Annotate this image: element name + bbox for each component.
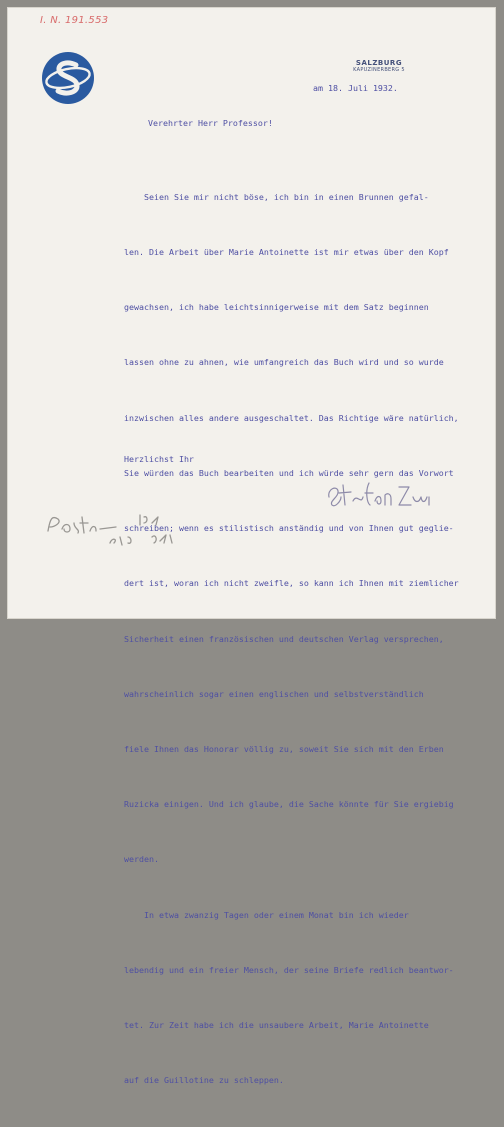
- body-line: schreiben; wenn es stilistisch anständig und von Ihnen gut geglie-: [124, 523, 454, 534]
- body-line: lassen ohne zu ahnen, wie umfangreich das Buch wird und so wurde: [124, 357, 444, 368]
- body-line: werden.: [124, 854, 159, 865]
- body-line: lebendig und ein freier Mensch, der seine Briefe redlich beantwor-: [124, 964, 454, 975]
- body-line: fiele Ihnen das Honorar völlig zu, soweit Sie sich mit den Erben: [124, 744, 444, 754]
- handwritten-signature: [323, 475, 435, 511]
- body-line: len. Die Arbeit über Marie Antoinette ist mir etwas über den Kopf: [124, 247, 449, 258]
- letter-sheet: [7, 7, 496, 1086]
- closing: Herzlichst Ihr: [124, 454, 194, 464]
- body-line: Seien Sie mir nicht böse, ich bin in einen Brunnen gefal-: [124, 191, 429, 202]
- letter-body: [124, 151, 459, 1127]
- body-line: auf die Guillotine zu schleppen.: [124, 1075, 284, 1086]
- body-line: Sicherheit einen französischen und deutschen Verlag versprechen,: [124, 633, 444, 644]
- body-line: Sie würden das Buch bearbeiten und ich würde sehr gern das Vorwort: [124, 467, 454, 478]
- letterhead-street: KAPUZINERBERG 5: [353, 67, 405, 73]
- body-line: tet. Zur Zeit habe ich die unsaubere Arbeit, Marie Antoinette: [124, 1020, 429, 1031]
- letterhead-city: SALZBURG: [355, 59, 403, 67]
- body-line: wahrscheinlich sogar einen englischen und selbstverständlich: [124, 688, 424, 699]
- body-line: Ruzicka einigen. Und ich glaube, die Sache könnte für Sie ergiebig: [124, 799, 454, 810]
- pencil-annotation: [44, 507, 194, 549]
- archive-reference-number: I. N. 191.553: [40, 15, 109, 26]
- letter-date: am 18. Juli 1932.: [313, 83, 398, 93]
- body-line: gewachsen, ich habe leichtsinnigerweise mit dem Satz beginnen: [124, 302, 429, 313]
- body-line: inzwischen alles andere ausgeschaltet. Das Richtige wäre natürlich,: [124, 412, 459, 423]
- monogram-s-logo-icon: [40, 50, 96, 106]
- salutation: Verehrter Herr Professor!: [148, 118, 273, 128]
- body-line: In etwa zwanzig Tagen oder einem Monat bin ich wieder: [124, 909, 409, 920]
- body-line: dert ist, woran ich nicht zweifle, so kann ich Ihnen mit ziemlicher: [124, 578, 459, 589]
